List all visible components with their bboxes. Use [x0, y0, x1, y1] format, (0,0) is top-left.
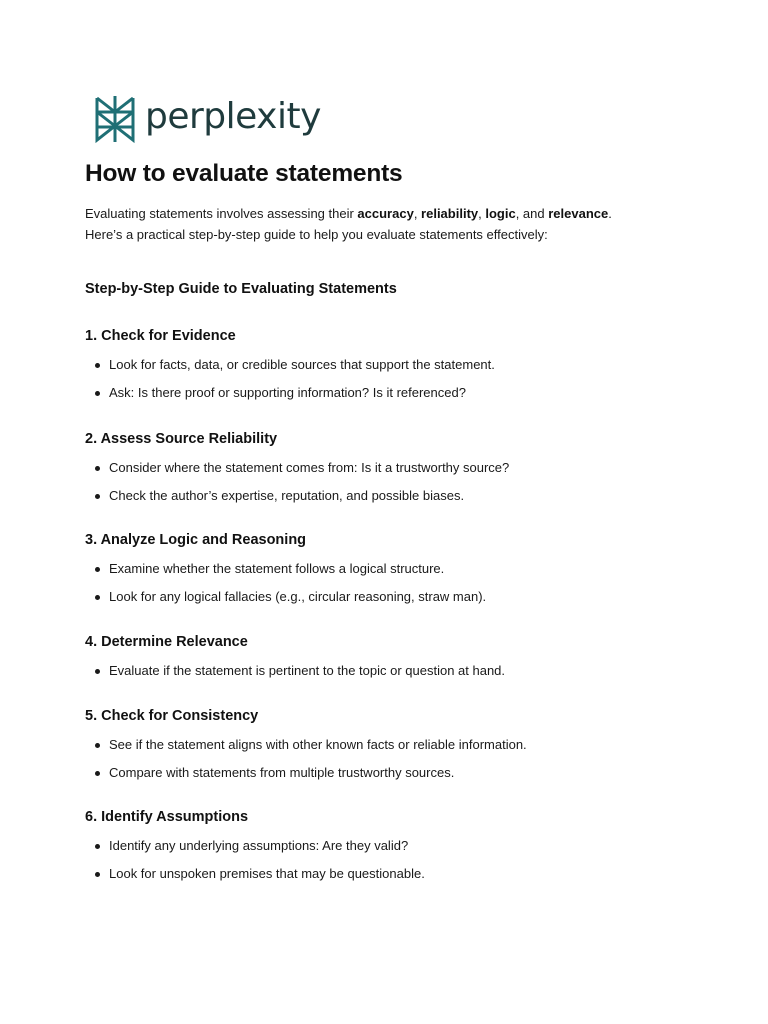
- list-item: [85, 837, 705, 855]
- list-item-text: Evaluate if the statement is pertinent to the topic or question at hand.: [109, 663, 506, 678]
- bullet-list: [85, 356, 705, 402]
- bullet-icon: [95, 466, 100, 471]
- perplexity-logo-text: perplexity: [145, 96, 321, 137]
- intro-reliability: reliability: [421, 206, 479, 221]
- list-item: [85, 588, 705, 606]
- intro-sep: ,: [478, 206, 486, 221]
- list-item-text: Ask: Is there proof or supporting information? Is it referenced?: [109, 384, 466, 400]
- intro-accuracy: accuracy: [357, 206, 414, 221]
- intro-end: .: [608, 206, 612, 221]
- step-heading: 6. Identify Assumptions: [85, 809, 249, 825]
- list-item: [85, 384, 705, 402]
- page-title: How to evaluate statements: [85, 160, 403, 187]
- bullet-icon: [95, 844, 100, 849]
- list-item: [85, 764, 705, 782]
- perplexity-logo-icon: [94, 94, 136, 144]
- step-section: [85, 807, 705, 892]
- bullet-list: [85, 662, 705, 680]
- bullet-list: [85, 736, 705, 782]
- list-item-text: Look for unspoken premises that may be questionable.: [109, 865, 425, 881]
- list-item-text: Compare with statements from multiple trustworthy sources.: [109, 764, 455, 780]
- intro-text: Evaluating statements involves assessing their: [85, 206, 358, 221]
- bullet-list: [85, 560, 705, 606]
- bullet-icon: [95, 363, 100, 368]
- bullet-icon: [95, 669, 100, 674]
- guide-title: Step-by-Step Guide to Evaluating Statements: [85, 281, 397, 297]
- bullet-list: [85, 459, 705, 505]
- step-heading: 1. Check for Evidence: [85, 328, 236, 344]
- bullet-icon: [95, 771, 100, 776]
- list-item: [85, 459, 705, 477]
- bullet-icon: [95, 743, 100, 748]
- list-item-text: Examine whether the statement follows a logical structure.: [109, 561, 445, 576]
- step-section: [85, 429, 705, 514]
- intro-line2: Here’s a practical step-by-step guide to help you evaluate statements effectively:: [85, 227, 548, 242]
- step-section: [85, 706, 705, 791]
- intro-logic: logic: [485, 206, 516, 221]
- intro-paragraph: [85, 203, 685, 245]
- bullet-icon: [95, 567, 100, 572]
- intro-relevance: relevance: [548, 206, 609, 221]
- list-item-text: Look for any logical fallacies (e.g., circular reasoning, straw man).: [109, 588, 487, 604]
- list-item-text: See if the statement aligns with other known facts or reliable information.: [109, 737, 527, 752]
- list-item: [85, 487, 705, 505]
- list-item: [85, 662, 705, 680]
- step-heading: 5. Check for Consistency: [85, 708, 259, 724]
- intro-sep: , and: [515, 206, 549, 221]
- list-item-text: Identify any underlying assumptions: Are they valid?: [109, 838, 409, 853]
- list-item-text: Consider where the statement comes from: Is it a trustworthy source?: [109, 460, 510, 475]
- bullet-icon: [95, 391, 100, 396]
- bullet-list: [85, 837, 705, 883]
- bullet-icon: [95, 595, 100, 600]
- step-section: [85, 632, 705, 690]
- intro-sep: ,: [413, 206, 422, 221]
- list-item: [85, 736, 705, 754]
- step-section: [85, 530, 705, 615]
- step-heading: 2. Assess Source Reliability: [85, 431, 278, 447]
- bullet-icon: [95, 872, 100, 877]
- list-item: [85, 356, 705, 374]
- list-item-text: Check the author’s expertise, reputation, and possible biases.: [109, 487, 465, 503]
- perplexity-logo: [94, 94, 321, 144]
- list-item-text: Look for facts, data, or credible sources that support the statement.: [109, 357, 495, 372]
- step-section: [85, 326, 705, 411]
- list-item: [85, 560, 705, 578]
- step-heading: 4. Determine Relevance: [85, 634, 248, 650]
- list-item: [85, 865, 705, 883]
- bullet-icon: [95, 494, 100, 499]
- step-heading: 3. Analyze Logic and Reasoning: [85, 532, 307, 548]
